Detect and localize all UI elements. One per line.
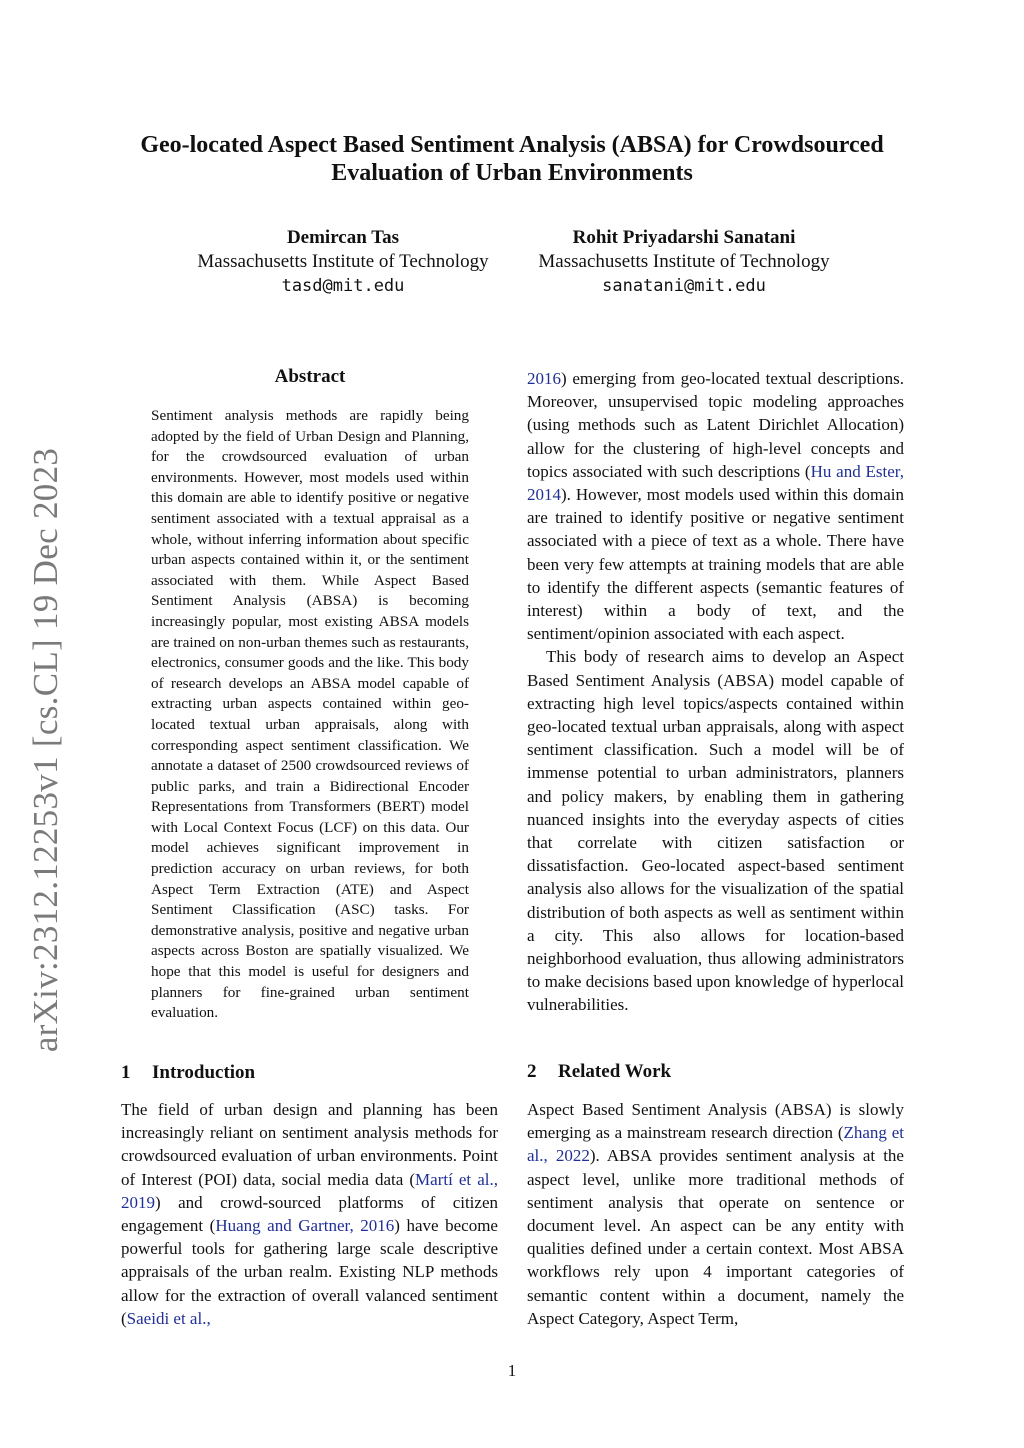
text-run: ) emerging from geo-located textual descriptions. Moreover, unsupervised topic modeling approaches (using methods such as Latent Dirichlet Allocation) allow for the clustering of high-level concepts and topics associated with such descriptions ( [527,369,904,481]
text-run: ) have become powerful tools for gathering large scale descriptive appraisals of the urban realm. Existing NLP methods allow for the extraction of overall valanced sentiment ( [121,1216,498,1328]
citation-link[interactable]: Martí et al., 2019 [121,1169,498,1212]
text-run: The field of urban design and planning has been increasingly reliant on sentiment analysis methods for crowdsourced evaluation of urban environments. Point of Interest (POI) data, social media data ( [121,1100,498,1189]
section-title: Introduction [152,1062,256,1083]
citation-link[interactable]: Hu and Ester, 2014 [527,461,904,505]
text-run: Aspect Based Sentiment Analysis (ABSA) is slowly emerging as a mainstream research direction ( [527,1100,904,1143]
abstract-text: Sentiment analysis methods are rapidly being adopted by the field of Urban Design and Planning, for the crowdsourced evaluation of urban environments. However, most models used within this domain are able to identify positive or negative sentiment associated with a textual appraisal as a whole, without inferring information about specific urban aspects contained within it, or the sentiment associated with them. While Aspect Based Sentiment Analysis (ABSA) is becoming increasingly popular, most existing ABSA models are trained on non-urban themes such as restaurants, electronics, consumer goods and the like. This body of research develops an ABSA model capable of extracting urban aspects contained within geo-located textual urban appraisals, along with corresponding aspect sentiment classification. We annotate a dataset of 2500 crowdsourced reviews of public parks, and train a Bidirectional Encoder Representations from Transformers (BERT) model with Local Context Focus (LCF) on this data. Our model achieves significant improvement in prediction accuracy on urban reviews, for both Aspect Term Extraction (ATE) and Aspect Sentiment Classification (ASC) tasks. For demonstrative analysis, positive and negative urban aspects across Boston are spatially visualized. We hope that this model is useful for designers and planners for fine-grained urban sentiment evaluation. [151,407,469,1022]
section-heading-introduction [121,1062,255,1084]
citation-link[interactable]: Zhang et al., 2022 [527,1123,904,1166]
author-affiliation: Massachusetts Institute of Technology [197,251,489,272]
page-number: 1 [507,1361,517,1380]
text-run: ). ABSA provides sentiment analysis at the aspect level, unlike more traditional methods of sentiment analysis that operate on sentence or document level. An aspect can be any entity with qualities defined under a certain context. Most ABSA workflows rely upon 4 important categories of semantic content within a document, namely the Aspect Category, Aspect Term, [527,1146,904,1328]
citation-link[interactable]: 2016 [527,369,561,388]
citation-link[interactable]: Huang and Gartner, 2016 [215,1216,395,1236]
introduction-text [121,1098,498,1330]
author-affiliation: Massachusetts Institute of Technology [538,251,830,272]
author-name: Rohit Priyadarshi Sanatani [572,227,796,248]
citation-link[interactable]: Saeidi et al., [126,1308,211,1328]
section-title: Related Work [558,1061,672,1082]
abstract-heading: Abstract [274,366,346,387]
paragraph: This body of research aims to develop an Aspect Based Sentiment Analysis (ABSA) model capable of extracting high level topics/aspects contained within geo-located textual urban appraisals, along with aspect sentiment classification. Such a model will be of immense potential to urban administrators, planners and policy makers, by enabling them in gathering nuanced insights into the everyday aspects of cities that correlate with citizen satisfaction or dissatisfaction. Geo-located aspect-based sentiment analysis also allows for the visualization of the spatial distribution of both aspects as well as sentiment within a city. This also allows for location-based neighborhood evaluation, thus allowing administrators to make decisions based upon knowledge of hyperlocal vulnerabilities. [527,647,904,1015]
section-number: 1 [121,1062,131,1083]
title-line-2: Evaluation of Urban Environments [331,160,693,186]
author-email[interactable]: tasd@mit.edu [281,276,405,296]
title-line-1: Geo-located Aspect Based Sentiment Analysis (ABSA) for Crowdsourced [140,132,884,158]
right-column-text [527,367,904,1017]
section-number: 2 [527,1061,537,1082]
author-name: Demircan Tas [286,227,400,248]
paper-title [110,131,914,187]
section-heading-related-work [527,1061,671,1083]
related-work-text [527,1098,904,1330]
text-run: ) and crowd-sourced platforms of citizen engagement ( [121,1192,498,1236]
arxiv-side-label: arXiv:2312.12253v1 [cs.CL] 19 Dec 2023 [26,447,65,1053]
author-block-1 [153,226,533,298]
author-block-2 [494,226,874,298]
text-run: ). However, most models used within this domain are trained to identify positive or negative sentiment associated with a piece of text as a whole. There have been very few attempts at training models that are able to identify the different aspects (semantic features of interest) within a body of text, and the sentiment/opinion associated with each aspect. [527,485,904,644]
author-email[interactable]: sanatani@mit.edu [602,276,766,296]
